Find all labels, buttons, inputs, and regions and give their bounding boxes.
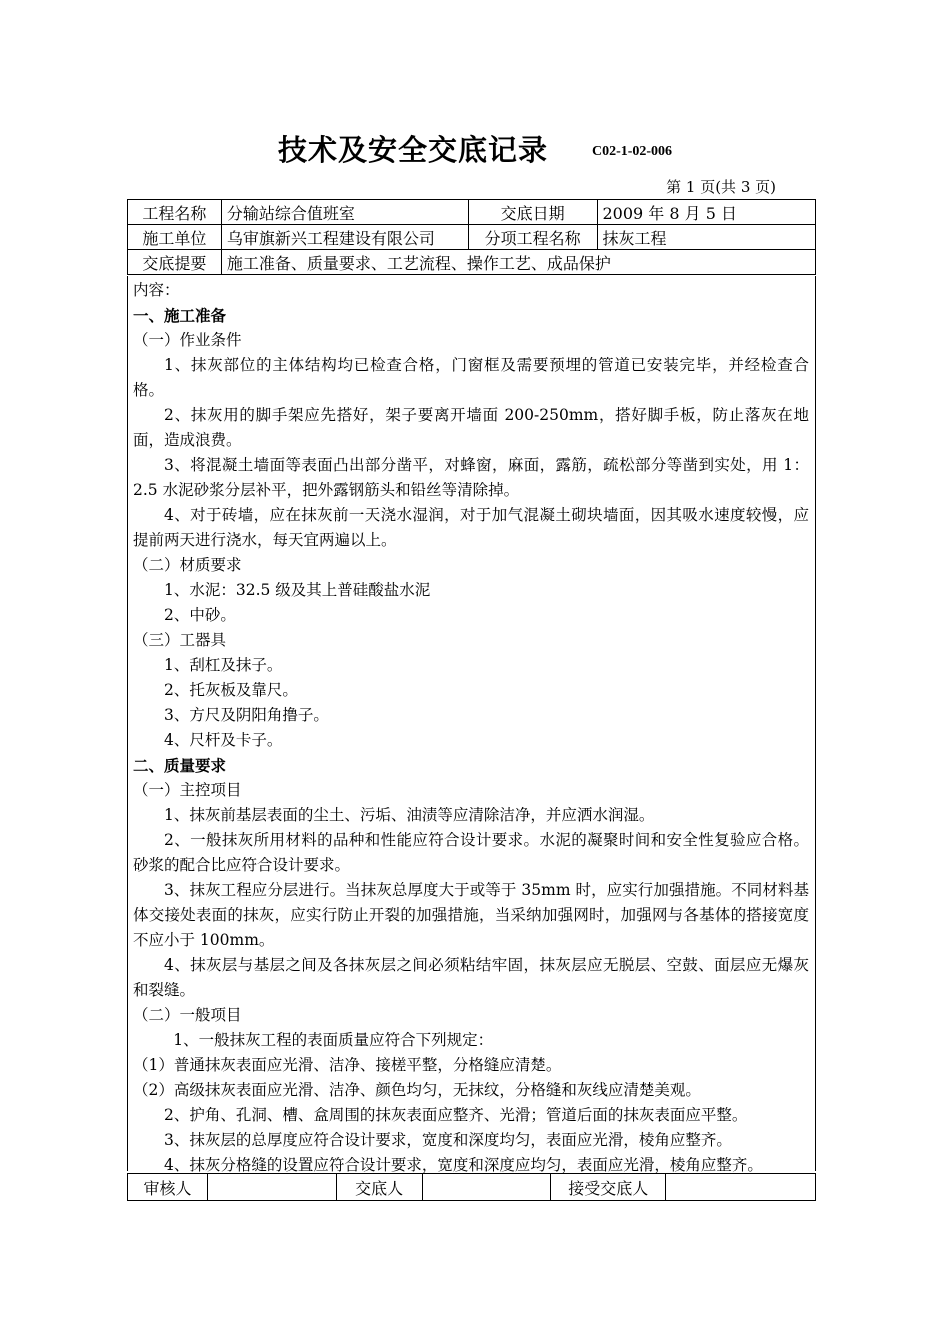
content-label: 内容： [133,281,180,299]
header-row-1 [128,200,816,225]
list-item: 2、中砂。 [164,606,236,624]
paragraph: 3、抹灰工程应分层进行。当抹灰总厚度大于或等于 35mm 时，应实行加强措施。不同材料基体交接处表面的抹灰，应实行防止开裂的加强措施，当采纳加强网时，加强网与各基体的搭接宽度不应小于 100mm。 [133,881,809,949]
list-item: 1、水泥：32.5 级及其上普硅酸盐水泥 [164,581,431,599]
date-value: 2009 年 8 月 5 日 [597,200,816,225]
subsection-heading: （二）一般项目 [133,1006,242,1024]
content-body [133,278,809,1178]
list-item: （1）普通抹灰表面应光滑、洁净、接槎平整，分格缝应清楚。 [133,1056,562,1074]
subsection-heading: （二）材质要求 [133,556,242,574]
reviewer-label: 审核人 [128,1174,208,1201]
paragraph: 2、一般抹灰所用材料的品种和性能应符合设计要求。水泥的凝聚时间和安全性复验应合格。砂浆的配合比应符合设计要求。 [133,831,809,874]
list-item: 4、尺杆及卡子。 [164,731,283,749]
list-item: 3、方尺及阴阳角撸子。 [164,706,329,724]
unit-label: 施工单位 [128,225,222,250]
project-name-value: 分输站综合值班室 [221,200,468,225]
subsection-heading: （三）工器具 [133,631,227,649]
paragraph: 4、对于砖墙，应在抹灰前一天浇水湿润，对于加气混凝土砌块墙面，因其吸水速度较慢，应提前两天进行浇水，每天宜两遍以上。 [133,506,809,549]
summary-label: 交底提要 [128,250,222,275]
header-row-2 [128,225,816,250]
section-heading: 二、质量要求 [133,756,227,775]
project-name-label: 工程名称 [128,200,222,225]
paragraph: 4、抹灰分格缝的设置应符合设计要求，宽度和深度应均匀，表面应光滑，棱角应整齐。 [164,1156,763,1174]
form-code: C02-1-02-006 [591,144,673,159]
list-item: 1、刮杠及抹子。 [164,656,283,674]
reviewer-field[interactable] [207,1174,336,1201]
paragraph: 3、将混凝土墙面等表面凸出部分凿平，对蜂窗，麻面，露筋，疏松部分等凿到实处，用 1：2.5 水泥砂浆分层补平，把外露钢筋头和铅丝等清除掉。 [133,456,809,499]
discloser-field[interactable] [422,1174,551,1201]
signature-table [127,1173,816,1201]
paragraph: 1、抹灰前基层表面的尘土、污垢、油渍等应清除洁净，并应洒水润湿。 [164,806,655,824]
document-title [0,128,950,174]
section-heading: 一、施工准备 [133,306,227,325]
header-row-3 [128,250,816,275]
subsection-heading: （一）主控项目 [133,781,242,799]
paragraph: 2、护角、孔洞、槽、盒周围的抹灰表面应整齐、光滑；管道后面的抹灰表面应平整。 [164,1106,748,1124]
date-label: 交底日期 [468,200,597,225]
title-text: 技术及安全交底记录 [277,133,548,167]
sub-project-label: 分项工程名称 [468,225,597,250]
paragraph: 1、一般抹灰工程的表面质量应符合下列规定： [173,1031,494,1049]
list-item: 2、托灰板及靠尺。 [164,681,298,699]
paragraph: 1、抹灰部位的主体结构均已检查合格，门窗框及需要预埋的管道已安装完毕，并经检查合格。 [133,356,809,399]
subsection-heading: （一）作业条件 [133,331,242,349]
paragraph: 4、抹灰层与基层之间及各抹灰层之间必须粘结牢固，抹灰层应无脱层、空鼓、面层应无爆灰和裂缝。 [133,956,809,999]
page-number: 第 1 页(共 3 页) [666,178,776,196]
header-table [127,199,816,275]
discloser-label: 交底人 [336,1174,422,1201]
sub-project-value: 抹灰工程 [597,225,816,250]
receiver-field[interactable] [666,1174,816,1201]
unit-value: 乌审旗新兴工程建设有限公司 [221,225,468,250]
summary-value: 施工准备、质量要求、工艺流程、操作工艺、成品保护 [221,250,815,275]
paragraph: 2、抹灰用的脚手架应先搭好，架子要离开墙面 200-250mm，搭好脚手板，防止落灰在地面，造成浪费。 [133,406,809,449]
list-item: （2）高级抹灰表面应光滑、洁净、颜色均匀，无抹纹，分格缝和灰线应清楚美观。 [133,1081,701,1099]
paragraph: 3、抹灰层的总厚度应符合设计要求，宽度和深度均匀，表面应光滑，棱角应整齐。 [164,1131,732,1149]
receiver-label: 接受交底人 [551,1174,666,1201]
signature-row [128,1174,816,1201]
